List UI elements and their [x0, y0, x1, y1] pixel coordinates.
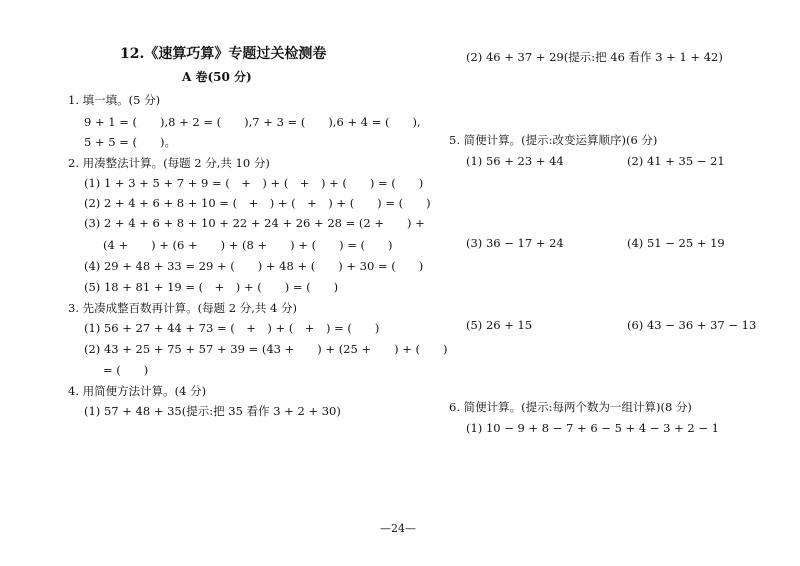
q2-item-2: (2) 2 + 4 + 6 + 8 + 10 = ( + ) + ( + ) + ( ) = ( )	[84, 196, 431, 210]
q5-item-1: (1) 56 + 23 + 44	[466, 154, 564, 168]
q6-header: 6. 简便计算。(提示:每两个数为一组计算)(8 分)	[449, 400, 692, 414]
q6-item-1: (1) 10 − 9 + 8 − 7 + 6 − 5 + 4 − 3 + 2 − 1	[466, 421, 719, 435]
q5-item-4: (4) 51 − 25 + 19	[627, 236, 725, 250]
q5-item-2: (2) 41 + 35 − 21	[627, 154, 725, 168]
q2-item-5: (5) 18 + 81 + 19 = ( + ) + ( ) = ( )	[84, 280, 339, 294]
q3-header: 3. 先凑成整百数再计算。(每题 2 分,共 4 分)	[68, 301, 298, 315]
q1-header: 1. 填一填。(5 分)	[68, 93, 161, 107]
section-subtitle: A 卷(50 分)	[182, 70, 252, 84]
q3-item-1: (1) 56 + 27 + 44 + 73 = ( + ) + ( + ) = ( )	[84, 321, 380, 335]
q2-item-4: (4) 29 + 48 + 33 = 29 + ( ) + 48 + ( ) + 30 = ( )	[84, 259, 424, 273]
q2-item-3: (3) 2 + 4 + 6 + 8 + 10 + 22 + 24 + 26 + 28 = (2 + ) +	[84, 216, 425, 230]
q4-item-2: (2) 46 + 37 + 29(提示:把 46 看作 3 + 1 + 42)	[466, 50, 723, 64]
q5-item-3: (3) 36 − 17 + 24	[466, 236, 564, 250]
q4-header: 4. 用简便方法计算。(4 分)	[68, 384, 207, 398]
q5-item-5: (5) 26 + 15	[466, 318, 533, 332]
page-title: 12.《速算巧算》专题过关检测卷	[120, 46, 327, 62]
q5-header: 5. 简便计算。(提示:改变运算顺序)(6 分)	[449, 133, 658, 147]
q2-item-3-cont: (4 + ) + (6 + ) + (8 + ) + ( ) = ( )	[103, 238, 393, 252]
q3-item-2: (2) 43 + 25 + 75 + 57 + 39 = (43 + ) + (25 + ) + ( )	[84, 342, 448, 356]
page-number: —24—	[380, 522, 416, 535]
q2-item-1: (1) 1 + 3 + 5 + 7 + 9 = ( + ) + ( + ) + ( ) = ( )	[84, 176, 424, 190]
q1-line-2: 5 + 5 = ( )。	[84, 135, 176, 149]
q3-item-2-cont: = ( )	[103, 363, 149, 377]
q2-header: 2. 用凑整法计算。(每题 2 分,共 10 分)	[68, 156, 270, 170]
q5-item-6: (6) 43 − 36 + 37 − 13	[627, 318, 757, 332]
q1-line-1: 9 + 1 = ( ),8 + 2 = ( ),7 + 3 = ( ),6 + 4 = ( ),	[84, 115, 421, 129]
q4-item-1: (1) 57 + 48 + 35(提示:把 35 看作 3 + 2 + 30)	[84, 404, 341, 418]
